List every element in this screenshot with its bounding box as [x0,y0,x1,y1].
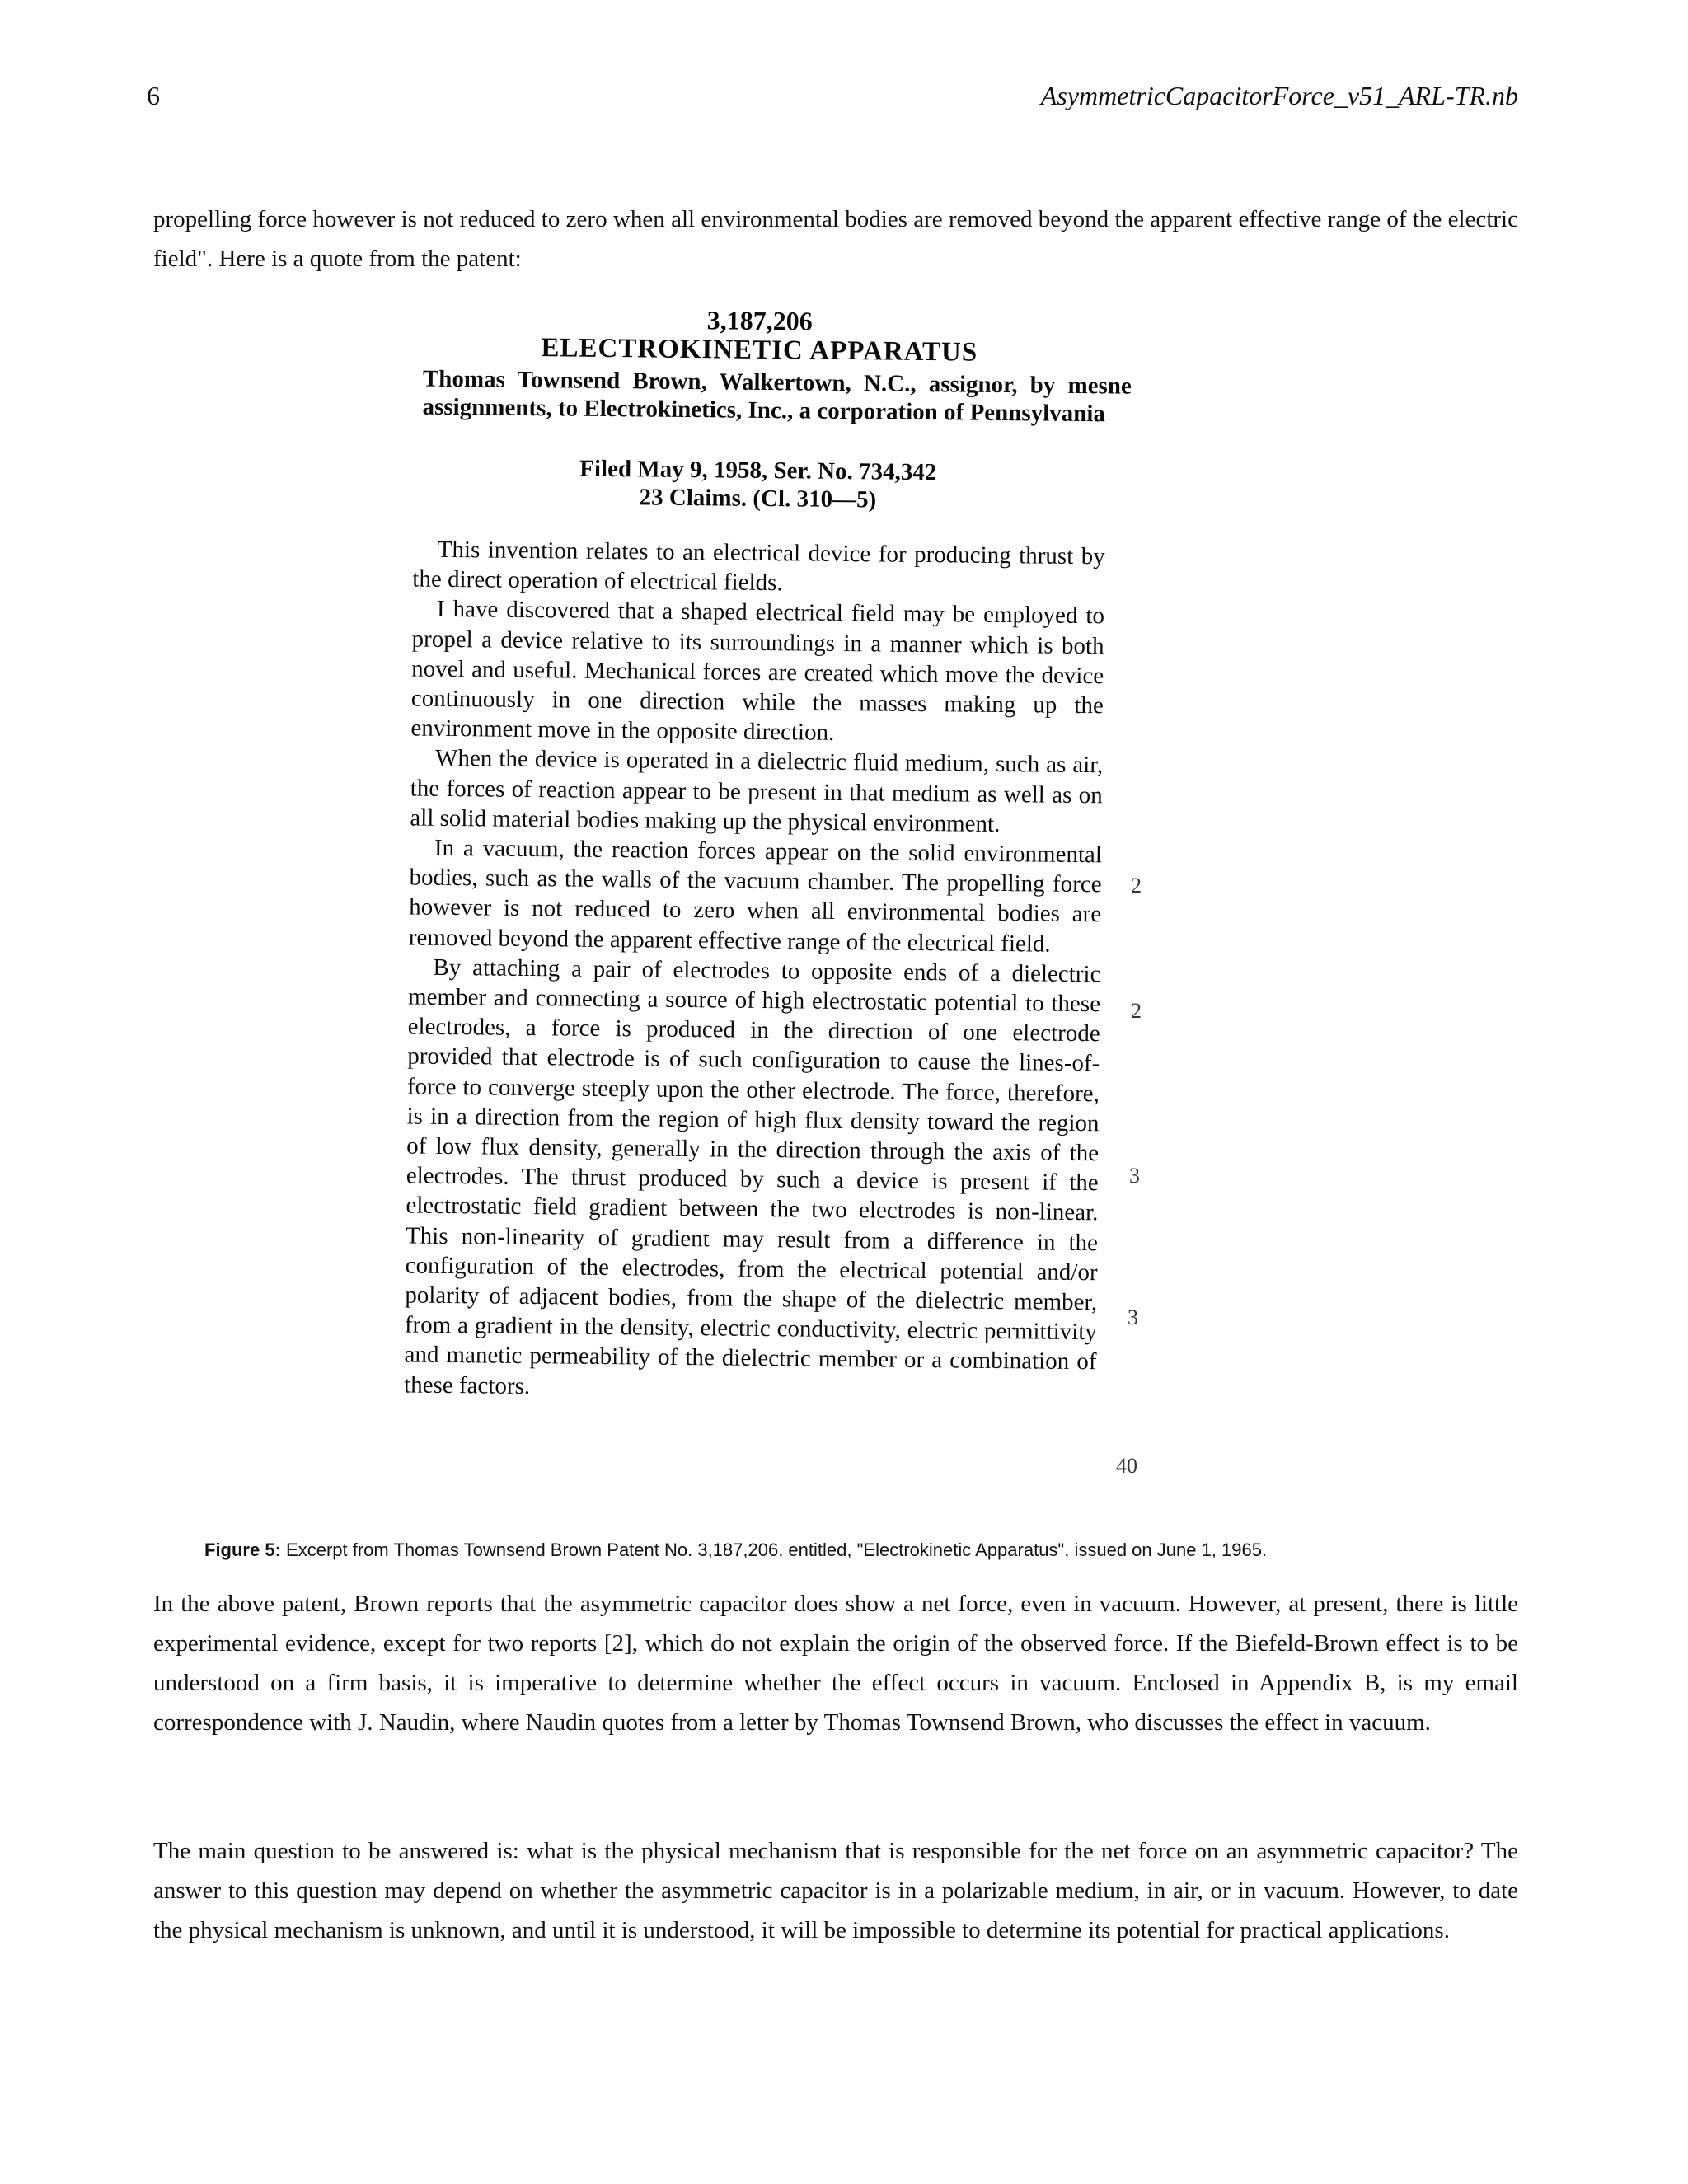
intro-paragraph: propelling force however is not reduced to zero when all environmental bodies are removed beyond the apparent effective range of the electric field". Here is a quote from the patent: [153,206,1518,272]
body-paragraph-2: In the above patent, Brown reports that the asymmetric capacitor does show a net force, even in vacuum. However, at present, there is little experimental evidence, except for two reports [2], which do not explain the origin of the observed force. If the Biefeld-Brown effect is to be understood on a firm basis, it is imperative to determine whether the effect occurs in vacuum. Enclosed in Appendix B, is my email correspondence with J. Naudin, where Naudin quotes from a letter by Thomas Townsend Brown, who discusses the effect in vacuum. [153,1591,1518,1736]
running-title: AsymmetricCapacitorForce_v51_ARL-TR.nb [1040,81,1518,110]
patent-excerpt-image [359,295,1147,1556]
page-number: 6 [147,81,160,110]
patent-line-number: 2 [1131,874,1142,898]
patent-line-number: 3 [1128,1305,1138,1329]
patent-filed: Filed May 9, 1958, Ser. No. 734,342 [579,455,937,486]
patent-number: 3,187,206 [706,305,813,336]
figure-caption-text: Excerpt from Thomas Townsend Brown Patent No. 3,187,206, entitled, "Electrokinetic Apparatus", issued on June 1, 1965. [286,1540,1268,1560]
patent-title: ELECTROKINETIC APPARATUS [541,333,978,368]
patent-line-number: 3 [1129,1164,1140,1188]
patent-claims: 23 Claims. (Cl. 310—5) [639,484,877,513]
figure-caption [204,1540,1267,1561]
body-paragraph-3: The main question to be answered is: what is the physical mechanism that is responsible for the net force on an asymmetric capacitor? The answer to this question may depend on whether the asymmetric capacitor is in a polarizable medium, in air, or in vacuum. However, to date the physical mechanism is unknown, and until it is understood, it will be impossible to determine its potential for practical applications. [153,1838,1518,1943]
patent-line-number: 40 [1116,1454,1137,1478]
figure-label: Figure 5: [204,1540,281,1560]
page-header [147,81,1518,124]
patent-paragraph: I have discovered that a shaped electrical field may be employed to propel a device relative to its surroundings in a manner which is both novel and useful. Mechanical forces are created which move the device continuously in one direction while the masses making up the environment move in the opposite direction. [410,596,1105,747]
patent-body [404,535,1105,1408]
patent-line-number: 2 [1131,999,1142,1023]
patent-paragraph: This invention relates to an electrical device for producing thrust by the direct operation of electrical fields. [412,536,1105,597]
patent-paragraph: By attaching a pair of electrodes to opposite ends of a dielectric member and connecting a source of high electrostatic potential to these electrodes, a force is produced in the direction of one electrode provided that electrode is of such configuration to cause the lines-of-force to converge steeply upon the other electrode. The force, therefore, is in a direction from the region of high flux density toward the region of low flux density, generally in the direction through the axis of the electrodes. The thrust produced by such a device is present if the electrostatic field gradient between the two electrodes is non-linear. This non-linearity of gradient may result from a difference in the configuration of the electrodes, from the electrical potential and/or polarity of adjacent bodies, from the shape of the dielectric member, from a gradient in the density, electric conductivity, electric permittivity and manetic permeability of the dielectric member or a combination of these factors. [403,954,1101,1399]
patent-inventor: Thomas Townsend Brown, Walkertown, N.C., assignor, by mesne assignments, to Electrokinetics, Inc., a corporation of Pennsylvania [422,365,1132,428]
patent-paragraph: In a vacuum, the reaction forces appear on the solid environmental bodies, such as the walls of the vacuum chamber. The propelling force however is not reduced to zero when all environmental bodies are removed beyond the apparent effective range of the electrical field. [408,834,1103,958]
patent-paragraph: When the device is operated in a dielectric fluid medium, such as air, the forces of reaction appear to be present in that medium as well as on all solid material bodies making up the physical environment. [410,745,1104,837]
